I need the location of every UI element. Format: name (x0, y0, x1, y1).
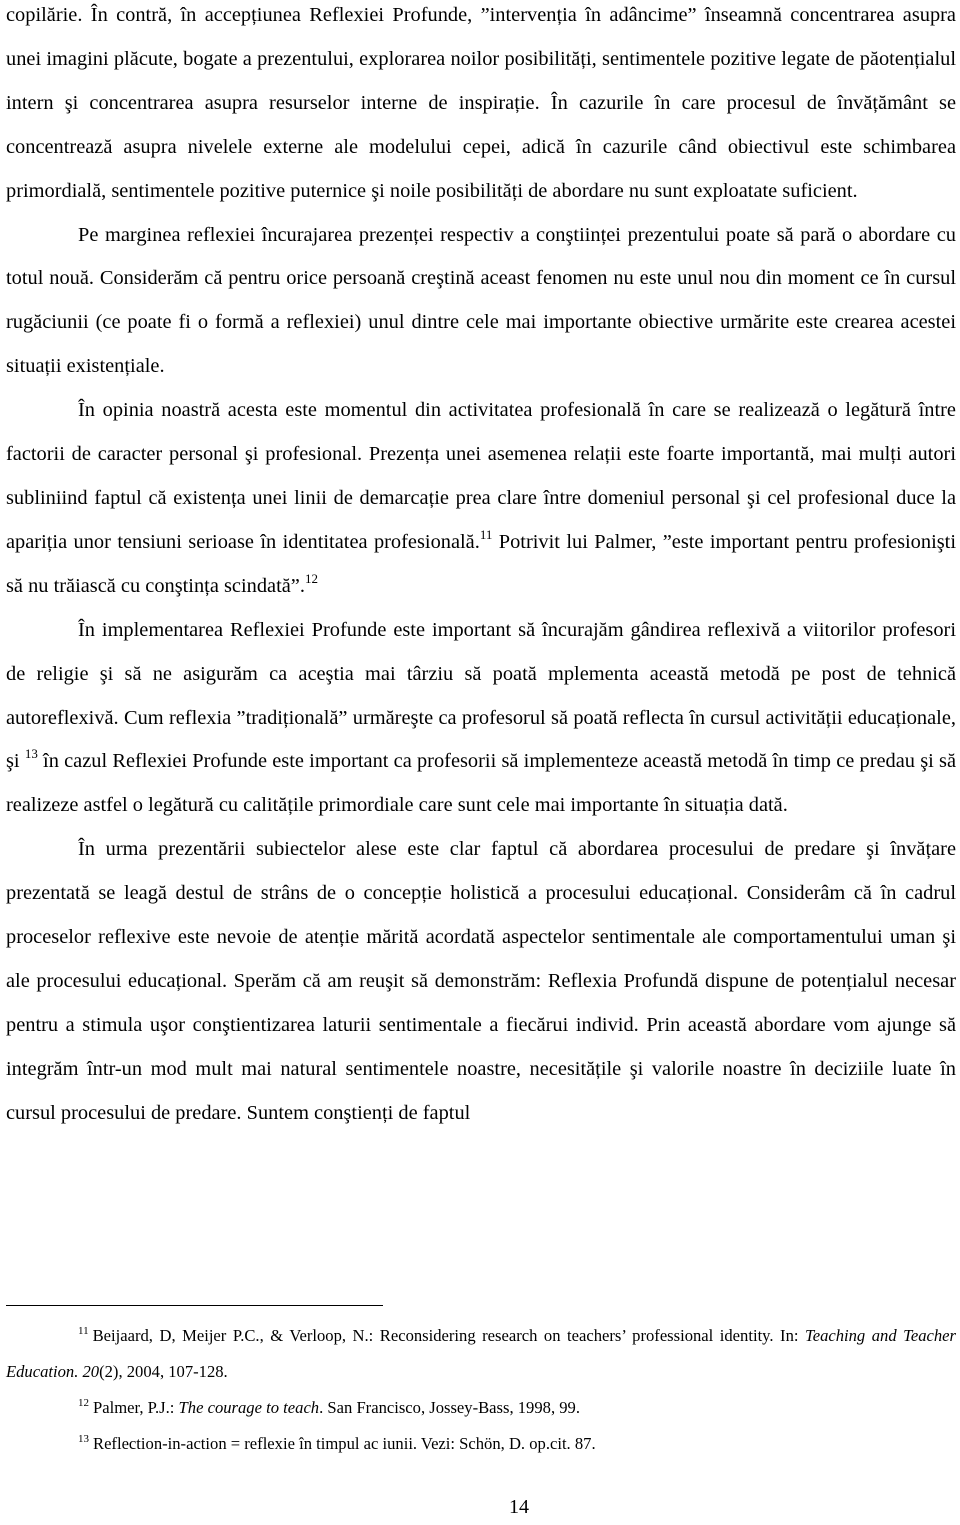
paragraph (6, 0, 956, 214)
text-run: Potrivit lui Palmer, ”este important pentru profesionişti să nu trăiască cu conştința scindată”. (6, 530, 956, 597)
italic-text: Teaching and Teacher Education. 20 (6, 1326, 956, 1381)
paragraph (6, 828, 956, 1135)
text-run: Reflection-in-action = reflexie în timpul ac iunii. Vezi: Schön, D. op.cit. 87. (93, 1434, 596, 1453)
text-run: (2), 2004, 107-128. (99, 1362, 228, 1381)
text-run: În implementarea Reflexiei Profunde este important să încurajăm gândirea reflexivă a viitorilor profesori de religie şi să ne asigurăm ca aceştia mai târziu să poată mplementa această metodă pe post de tehnică autoreflexivă. Cum reflexia ”tradițională” urmăreşte ca profesorul să poată reflecta în cursul activității educaționale, şi (6, 618, 956, 773)
footnote-reference: 13 (24, 746, 38, 762)
paragraph (6, 389, 956, 609)
text-run: Pe marginea reflexiei încurajarea prezenței respectiv a conştiinței prezentului poate să pară o abordare cu totul nouă. Considerăm că pentru orice persoană creştină aceast fenomen nu este unul nou din moment ce în cursul rugăciunii (ce poate fi o formă a reflexiei) unul dintre cele mai importante obiective urmărite este crearea acestei situații existențiale. (6, 223, 956, 378)
body-text (6, 0, 956, 1136)
footnote (6, 1426, 956, 1462)
footnote-number: 13 (78, 1433, 89, 1445)
text-run: . San Francisco, Jossey-Bass, 1998, 99. (319, 1398, 580, 1417)
footnote (6, 1390, 956, 1426)
footnote-reference: 11 (479, 526, 493, 542)
text-run: în cazul Reflexiei Profunde este important ca profesorii să implementeze această metodă în timp ce predau şi să realizeze astfel o legătură cu calitățile primordiale care sunt cele mai importante în situația dată. (6, 750, 956, 817)
paragraph (6, 214, 956, 390)
page-number: 14 (509, 1496, 529, 1518)
text-run: Beijaard, D, Meijer P.C., & Verloop, N.: Reconsidering research on teachers’ professional identity. In: (92, 1326, 805, 1345)
text-run: copilărie. În contră, în accepțiunea Reflexiei Profunde, ”intervenția în adâncime” înseamnă concentrarea asupra unei imagini plăcute, bogate a prezentului, explorarea noilor posibilități, sentimentele pozitive legate de păotențialul intern şi concentrarea asupra resurselor interne de inspirație. În cazurile în care procesul de învățământ se concentrează asupra nivelele externe ale modelului cepei, adică în cazurile când obiectivul este schimbarea primordială, sentimentele pozitive puternice şi noile posibilități de abordare nu sunt exploatate suficient. (6, 4, 956, 202)
footnote-number: 11 (78, 1325, 89, 1337)
footnote (6, 1318, 956, 1390)
text-run: Palmer, P.J.: (93, 1398, 179, 1417)
text-run: În opinia noastră acesta este momentul din activitatea profesională în care se realizează o legătură între factorii de caracter personal şi profesional. Prezența unei asemenea relații este foarte importantă, mai mulți autori subliniind faptul că existența unei linii de demarcație prea clare între domeniul personal şi cel profesional duce la apariția unor tensiuni serioase în identitatea profesională. (6, 399, 956, 553)
italic-text: The courage to teach (178, 1398, 320, 1417)
footnote-number: 12 (78, 1397, 89, 1409)
text-run: În urma prezentării subiectelor alese este clar faptul că abordarea procesului de predare şi învățare prezentată se leagă destul de strâns de o concepție holistică a procesului educațional. Considerâm că în cadrul proceselor reflexive este nevoie de atenție mărită acordată aspectelor sentimentale ale comportamentului uman şi ale procesului educațional. Sperăm că am reuşit să demonstrăm: Reflexia Profundă dispune de potențialul necesar pentru a stimula uşor conştientizarea laturii sentimentale a fiecărui individ. Prin această abordare vom ajunge să integrăm într-un mod mult mai natural sentimentele noastre, necesitățile şi valorile noastre în deciziile luate în cursul procesului de predare. Suntem conştienți de faptul (6, 838, 956, 1124)
footnotes (6, 1318, 956, 1462)
footnote-separator (6, 1305, 383, 1306)
footnote-reference: 12 (304, 570, 318, 586)
paragraph (6, 609, 956, 829)
document-page (6, 0, 956, 1518)
